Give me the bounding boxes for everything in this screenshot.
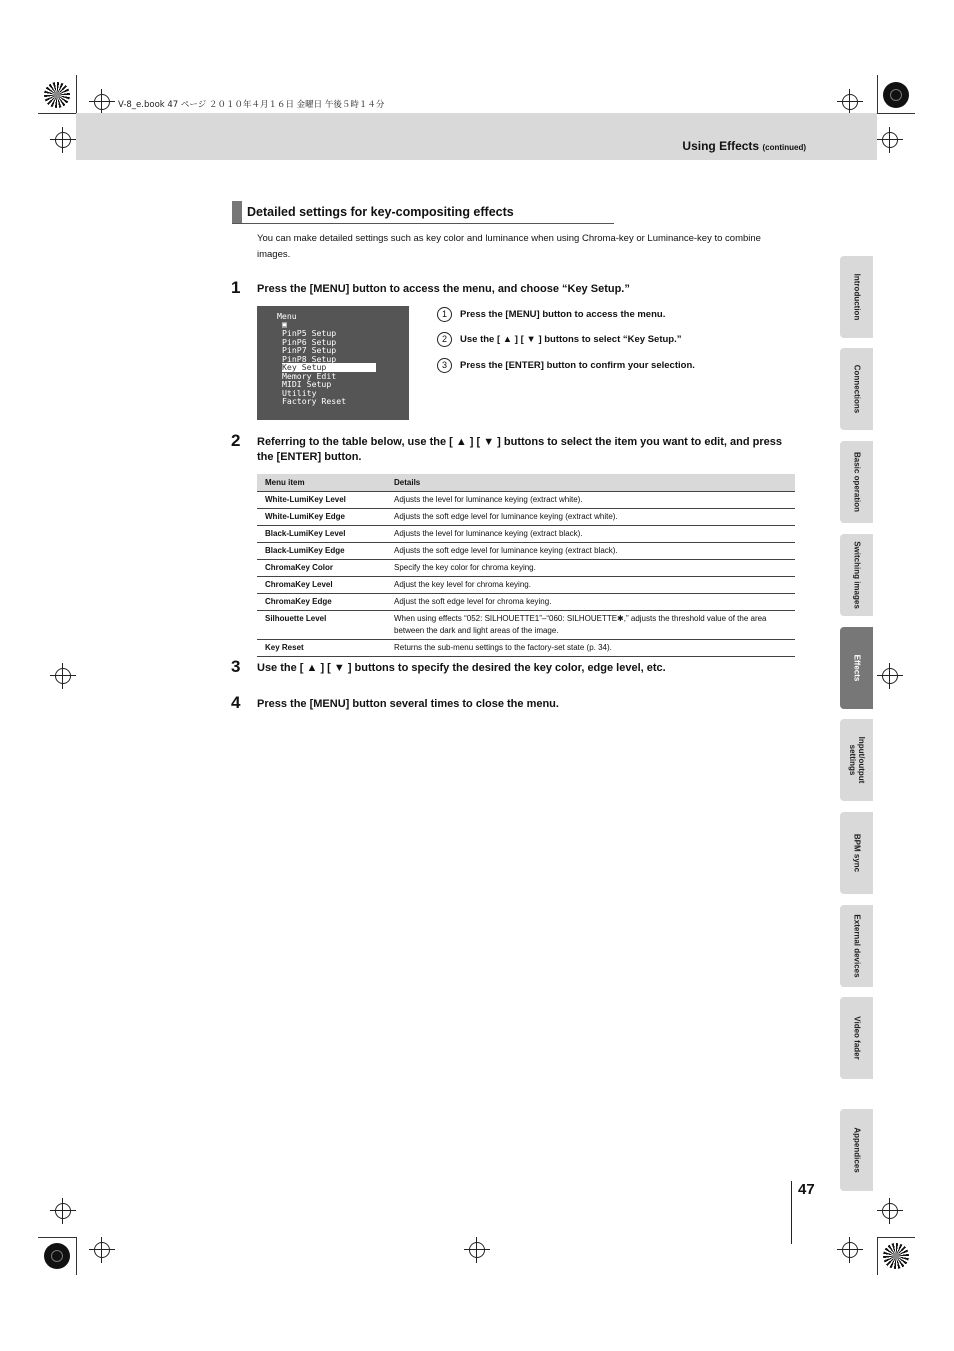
- menu-screen-item: MIDI Setup: [282, 379, 332, 389]
- table-cell-details: Adjusts the level for luminance keying (extract white).: [386, 492, 795, 509]
- table-cell-details: When using effects “052: SILHOUETTE1”–“060: SILHOUETTE✱,” adjusts the threshold value of the area between the dark and light areas of the image.: [386, 611, 795, 640]
- substep: [437, 332, 682, 347]
- menu-screen-item: Factory Reset: [282, 396, 347, 406]
- step-number: 2: [231, 431, 241, 450]
- section-intro: You can make detailed settings such as key color and luminance when using Chroma-key or Luminance-key to combine images.: [257, 233, 761, 260]
- tab-label: Introduction: [852, 273, 861, 321]
- tab-appendices[interactable]: [840, 1109, 873, 1191]
- table-cell-details: Adjusts the soft edge level for luminance keying (extract black).: [386, 543, 795, 560]
- tab-label: Input/output settings: [847, 736, 866, 784]
- section-bar: [232, 201, 242, 223]
- header-continued: (continued): [762, 143, 806, 152]
- tab-label: Connections: [852, 364, 861, 414]
- table-cell-details: Adjust the soft edge level for chroma keying.: [386, 594, 795, 611]
- table-cell-item: ChromaKey Edge: [257, 594, 386, 611]
- table-header: Menu item: [257, 474, 386, 492]
- menu-screen-title: Menu: [277, 311, 297, 321]
- registration-target-icon: [883, 82, 909, 108]
- section-heading: [232, 201, 614, 224]
- circled-number: 1: [437, 307, 452, 322]
- registration-target-icon: [44, 82, 70, 108]
- menu-screen-item: PinP7 Setup: [282, 345, 337, 355]
- settings-table: [257, 474, 795, 657]
- crosshair-mark-icon: [55, 668, 71, 684]
- crosshair-mark-icon: [469, 1242, 485, 1258]
- menu-screen-item: PinP5 Setup: [282, 328, 337, 338]
- step-text: Use the [ ▲ ] [ ▼ ] buttons to specify the desired the key color, edge level, etc.: [257, 662, 666, 674]
- table-header: Details: [386, 474, 795, 492]
- tab-introduction[interactable]: [840, 256, 873, 338]
- menu-screen-item-selected: Key Setup: [282, 363, 376, 372]
- menu-cursor-icon: ▣: [282, 319, 287, 329]
- table-cell-details: Returns the sub-menu settings to the factory-set state (p. 34).: [386, 640, 795, 657]
- header-title: [682, 139, 806, 153]
- crosshair-mark-icon: [882, 132, 898, 148]
- table-cell-details: Specify the key color for chroma keying.: [386, 560, 795, 577]
- crosshair-mark-icon: [94, 1242, 110, 1258]
- tab-label: Basic operation: [852, 451, 861, 513]
- table-cell-item: White-LumiKey Level: [257, 492, 386, 509]
- crosshair-mark-icon: [94, 94, 110, 110]
- step-text: Press the [MENU] button to access the menu, and choose “Key Setup.”: [257, 283, 630, 295]
- tab-connections[interactable]: [840, 348, 873, 430]
- tab-label: BPM sync: [852, 833, 861, 873]
- tab-switching-images[interactable]: [840, 534, 873, 616]
- tab-bpm-sync[interactable]: [840, 812, 873, 894]
- menu-screen-item: PinP6 Setup: [282, 336, 337, 347]
- crosshair-mark-icon: [842, 94, 858, 110]
- table-cell-details: Adjust the key level for chroma keying.: [386, 577, 795, 594]
- table-row: [257, 526, 795, 543]
- table-header-row: [257, 474, 795, 492]
- tab-effects[interactable]: [840, 627, 873, 709]
- table-cell-details: Adjusts the soft edge level for luminance keying (extract white).: [386, 509, 795, 526]
- page-number-rule: [791, 1181, 792, 1244]
- tab-label: External devices: [852, 914, 861, 978]
- header-title-text: Using Effects: [682, 139, 760, 153]
- step-number: 3: [231, 657, 241, 676]
- table-row: [257, 509, 795, 526]
- table-cell-item: Key Reset: [257, 640, 386, 657]
- table-row: [257, 560, 795, 577]
- step-text: Referring to the table below, use the [ ▲ ] [ ▼ ] buttons to select the item you want to edit, and press the [ENTER] button.: [257, 436, 782, 463]
- crosshair-mark-icon: [882, 668, 898, 684]
- table-row: [257, 594, 795, 611]
- crosshair-mark-icon: [55, 1203, 71, 1219]
- table-cell-details: Adjusts the level for luminance keying (extract black).: [386, 526, 795, 543]
- menu-screen-item: Utility: [282, 387, 317, 398]
- circled-number: 3: [437, 358, 452, 373]
- table-cell-item: Black-LumiKey Level: [257, 526, 386, 543]
- tab-label: Appendices: [852, 1127, 861, 1173]
- table-cell-item: Silhouette Level: [257, 611, 386, 640]
- tab-video-fader[interactable]: [840, 997, 873, 1079]
- crosshair-mark-icon: [842, 1242, 858, 1258]
- step-number: 4: [231, 693, 241, 712]
- tab-label: Video fader: [852, 1016, 861, 1060]
- substep-text: Press the [ENTER] button to confirm your selection.: [460, 360, 695, 372]
- print-info-line: V-8_e.book 47 ページ ２０１０年４月１６日 金曜日 午後５時１４分: [118, 100, 385, 110]
- table-cell-item: White-LumiKey Edge: [257, 509, 386, 526]
- crosshair-mark-icon: [55, 132, 71, 148]
- table-cell-item: Black-LumiKey Edge: [257, 543, 386, 560]
- substep-text: Press the [MENU] button to access the menu.: [460, 309, 666, 321]
- substep: [437, 307, 665, 322]
- table-row: [257, 640, 795, 657]
- table-row: [257, 611, 795, 640]
- table-cell-item: ChromaKey Color: [257, 560, 386, 577]
- page-number: 47: [798, 1181, 815, 1198]
- tab-label: Effects: [852, 654, 861, 682]
- step-number: 1: [231, 278, 241, 297]
- tab-external-devices[interactable]: [840, 905, 873, 987]
- substep: [437, 358, 695, 373]
- substep-text: Use the [ ▲ ] [ ▼ ] buttons to select “Key Setup.”: [460, 334, 682, 346]
- table-row: [257, 543, 795, 560]
- registration-target-icon: [883, 1243, 909, 1269]
- menu-screen-item: Memory Edit: [282, 370, 337, 381]
- crosshair-mark-icon: [882, 1203, 898, 1219]
- registration-target-icon: [44, 1243, 70, 1269]
- tab-basic-operation[interactable]: [840, 441, 873, 523]
- menu-screen-item: PinP8 Setup: [282, 353, 337, 364]
- step-text: Press the [MENU] button several times to close the menu.: [257, 698, 559, 710]
- section-title: Detailed settings for key-compositing effects: [247, 205, 514, 219]
- tab-input-output-settings[interactable]: [840, 719, 873, 801]
- tab-label: Switching images: [852, 541, 861, 609]
- table-row: [257, 492, 795, 509]
- table-cell-item: ChromaKey Level: [257, 577, 386, 594]
- table-row: [257, 577, 795, 594]
- circled-number: 2: [437, 332, 452, 347]
- menu-screen: [257, 306, 409, 420]
